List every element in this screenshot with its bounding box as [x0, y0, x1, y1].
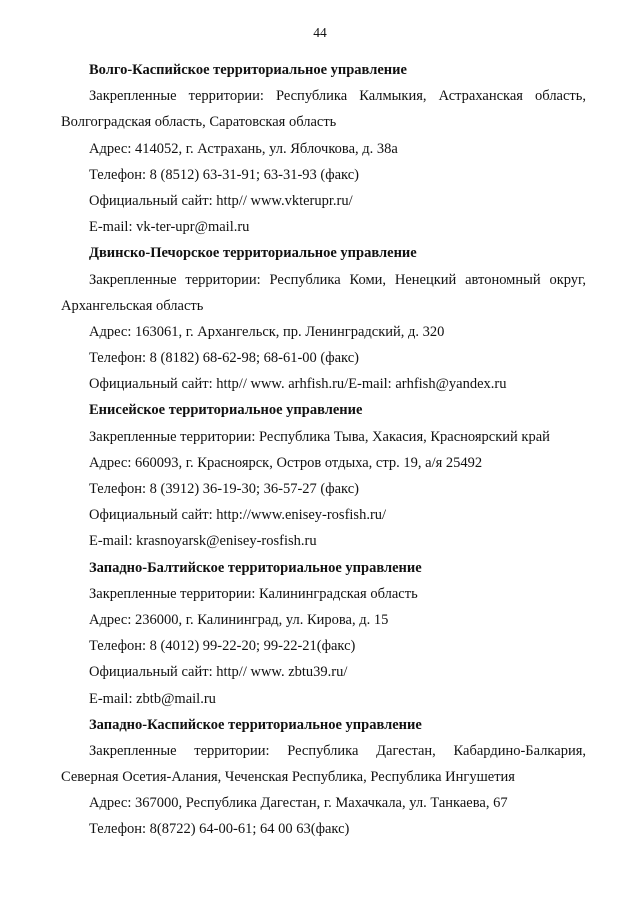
- text-line-continuation: Северная Осетия-Алания, Чеченская Республика, Республика Ингушетия: [61, 769, 515, 786]
- text-line: Адрес: 163061, г. Архангельск, пр. Ленинградский, д. 320: [89, 323, 445, 340]
- text-line: Телефон: 8 (4012) 99-22-20; 99-22-21(факс): [89, 638, 356, 655]
- text-line: Официальный сайт: http// www.vkterupr.ru/: [89, 192, 353, 209]
- text-line: Закрепленные территории: Республика Дагестан, Кабардино-Балкария,: [89, 742, 586, 759]
- text-line: Официальный сайт: http// www. arhfish.ru/E-mail: arhfish@yandex.ru: [89, 376, 507, 393]
- text-line: Официальный сайт: http// www. zbtu39.ru/: [89, 664, 348, 681]
- text-line: Закрепленные территории: Калининградская область: [89, 585, 418, 602]
- text-line-continuation: Волгоградская область, Саратовская область: [61, 114, 337, 131]
- text-line: E-mail: krasnoyarsk@enisey-rosfish.ru: [89, 533, 317, 550]
- text-line: Закрепленные территории: Республика Тыва, Хакасия, Красноярский край: [89, 428, 550, 445]
- section-heading: Волго-Каспийское территориальное управление: [89, 62, 407, 78]
- page-number: 44: [313, 25, 327, 40]
- text-line: Телефон: 8(8722) 64-00-61; 64 00 63(факс): [89, 821, 350, 838]
- text-line: Адрес: 414052, г. Астрахань, ул. Яблочкова, д. 38а: [89, 140, 398, 157]
- text-line: Адрес: 660093, г. Красноярск, Остров отдыха, стр. 19, а/я 25492: [89, 454, 483, 471]
- text-line: Телефон: 8 (8182) 68-62-98; 68-61-00 (факс): [89, 350, 360, 367]
- section-heading: Западно-Балтийское территориальное управление: [89, 559, 422, 576]
- section-heading: Западно-Каспийское территориальное управление: [89, 716, 422, 733]
- text-line: Телефон: 8 (3912) 36-19-30; 36-57-27 (факс): [89, 481, 360, 497]
- text-line-continuation: Архангельская область: [61, 297, 204, 314]
- text-line: E-mail: vk-ter-upr@mail.ru: [89, 219, 250, 236]
- section-heading: Двинско-Печорское территориальное управление: [89, 245, 417, 262]
- text-line: Адрес: 367000, Республика Дагестан, г. Махачкала, ул. Танкаева, 67: [89, 795, 508, 812]
- text-line: Адрес: 236000, г. Калининград, ул. Кирова, д. 15: [89, 611, 389, 628]
- document-body: [61, 57, 586, 843]
- text-line: Закрепленные территории: Республика Коми, Ненецкий автономный округ,: [89, 271, 586, 288]
- text-line: Закрепленные территории: Республика Калмыкия, Астраханская область,: [89, 88, 586, 105]
- section-heading: Енисейское территориальное управление: [89, 402, 363, 419]
- text-line: Официальный сайт: http://www.enisey-rosfish.ru/: [89, 507, 387, 524]
- text-line: Телефон: 8 (8512) 63-31-91; 63-31-93 (факс): [89, 166, 360, 183]
- text-line: E-mail: zbtb@mail.ru: [89, 690, 216, 707]
